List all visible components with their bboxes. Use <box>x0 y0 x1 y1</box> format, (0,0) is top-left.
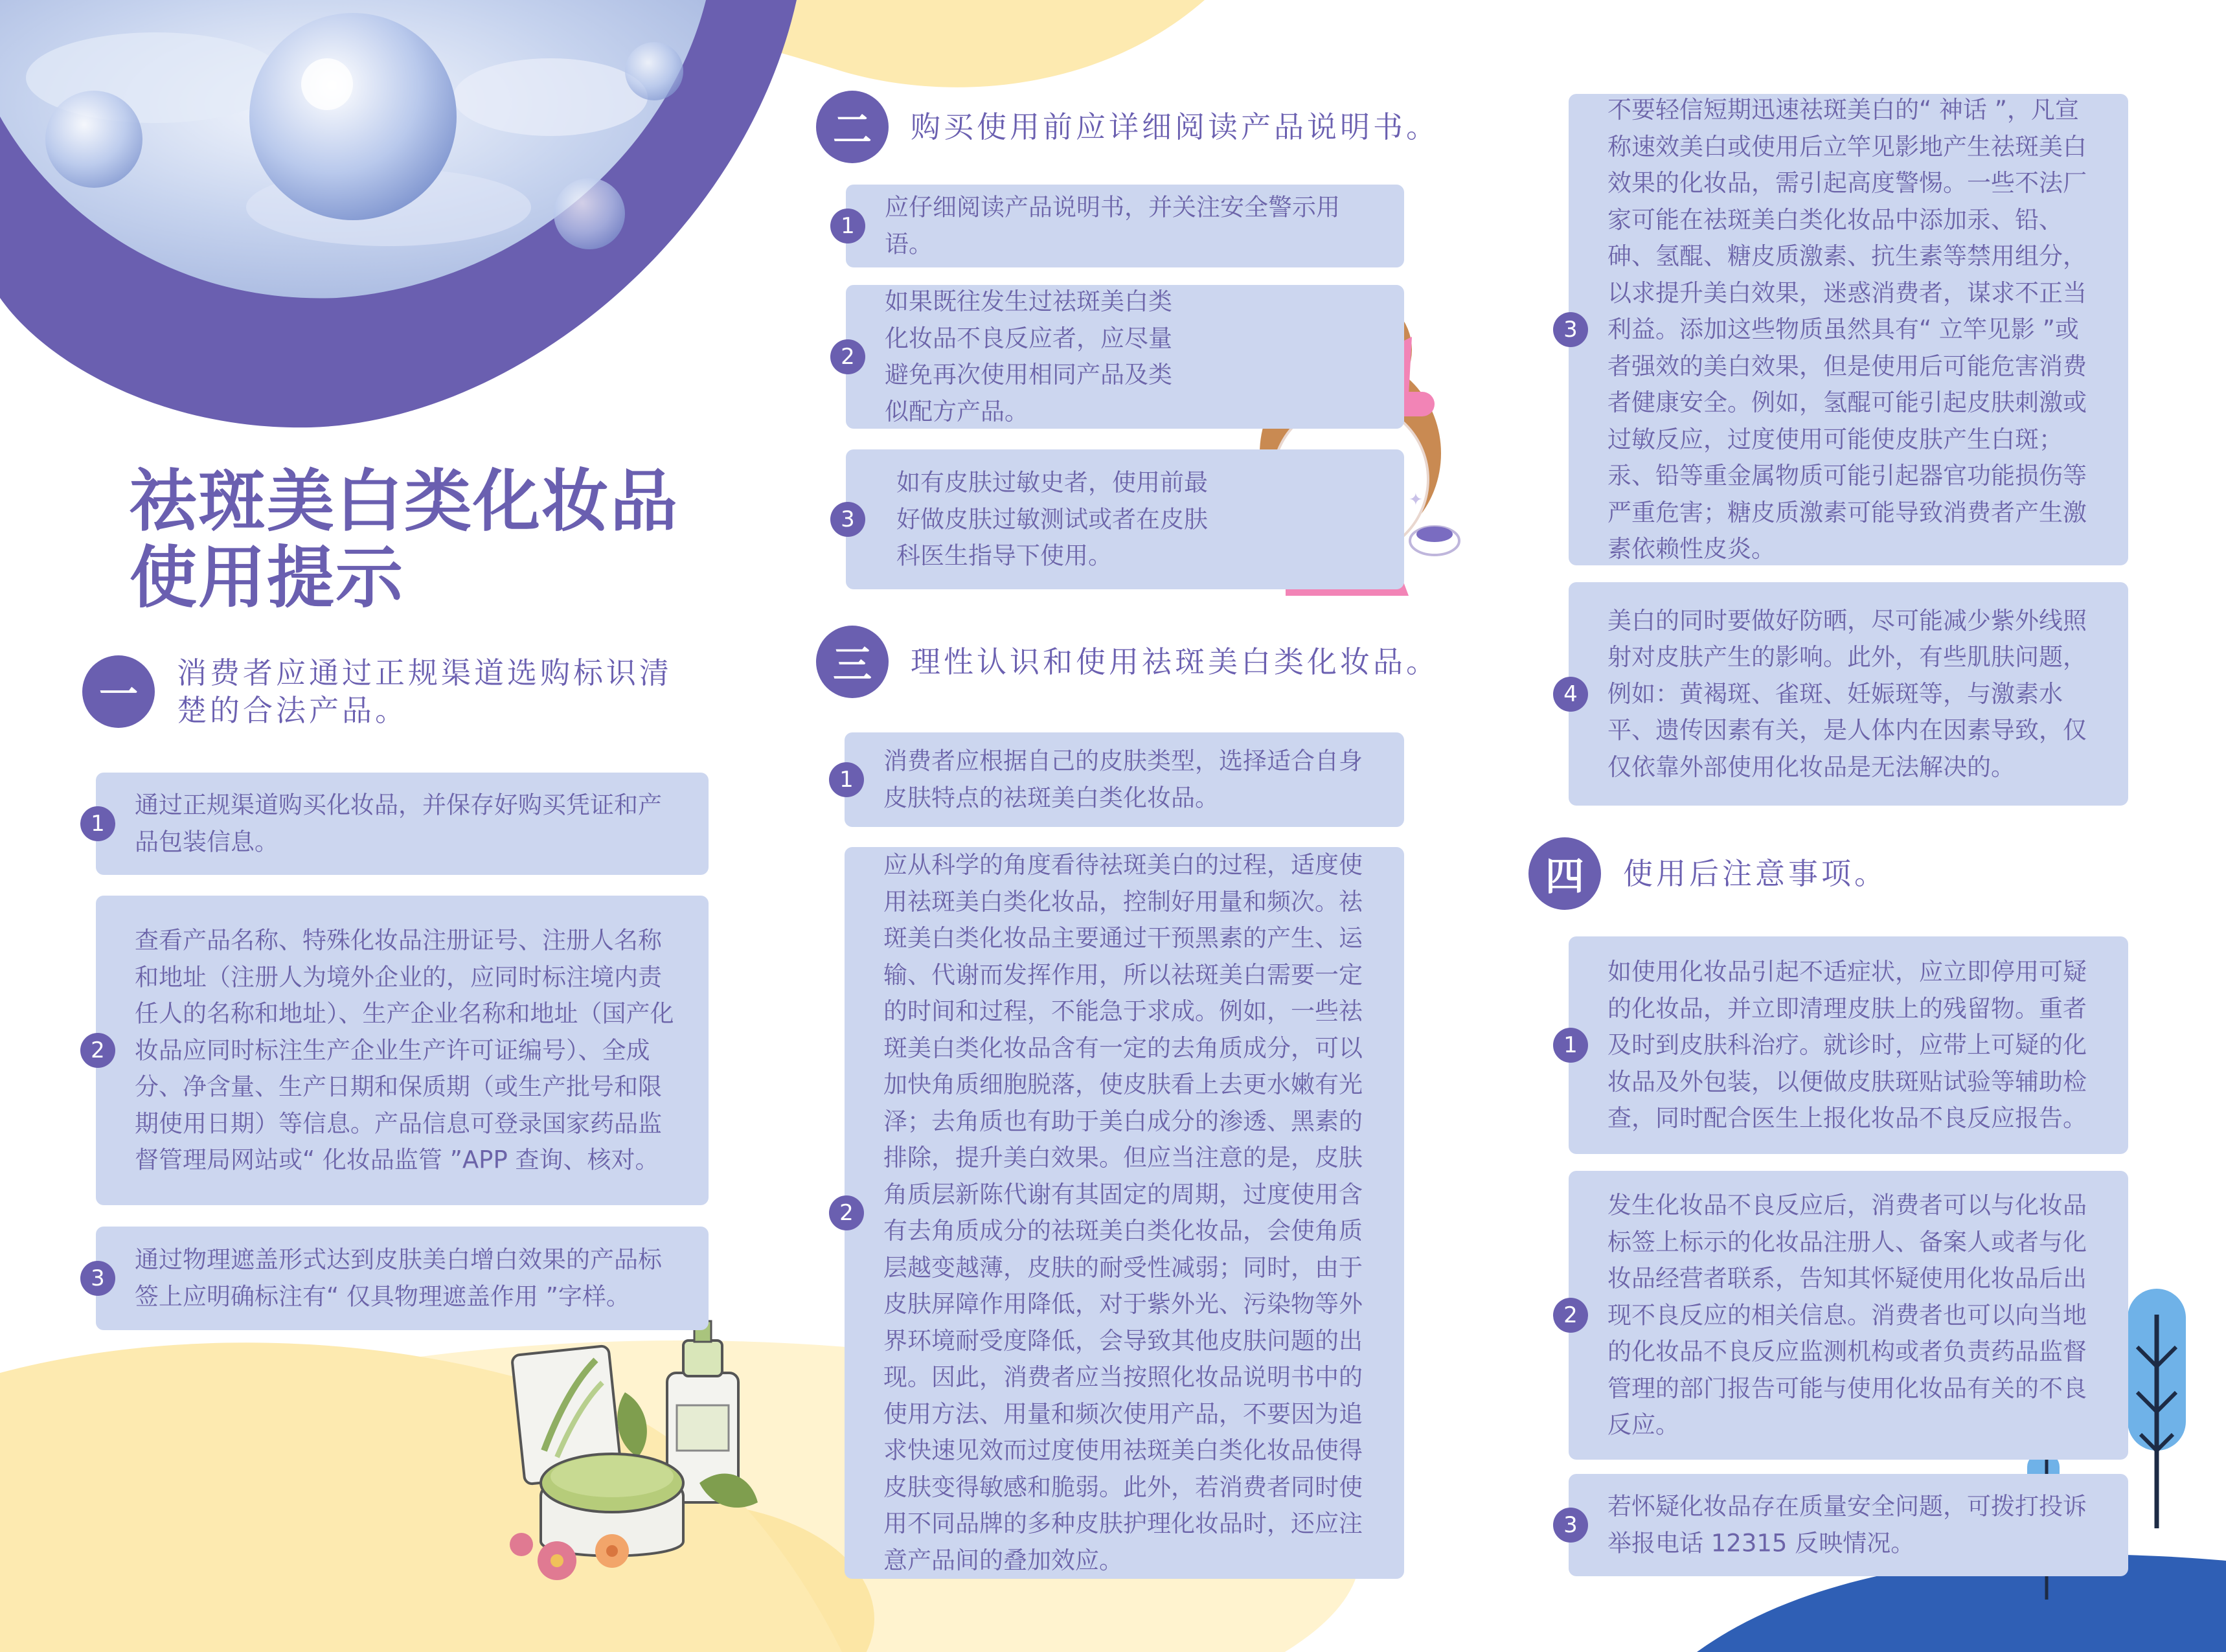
item-number-badge: 4 <box>1553 677 1588 712</box>
section-4-number: 四 <box>1528 837 1601 910</box>
item-text: 通过正规渠道购买化妆品，并保存好购买凭证和产品包装信息。 <box>135 791 662 855</box>
title-line-1: 祛斑美白类化妆品 <box>130 462 679 541</box>
item-text: 不要轻信短期迅速祛斑美白的“ 神话 ”，凡宣称速效美白或使用后立竿见影地产生祛斑美白效果的化妆品，需引起高度警惕。一些不法厂家可能在祛斑美白类化妆品中添加汞、铅、砷、氢醌、糖皮质激素、抗生素等禁用组分，以求提升美白效果，迷惑消费者，谋求不正当利益。添加这些物质虽然具有“ 立竿见影 ”或者强效的美白效果，但是使用后可能危害消费者健康安全。例如，氢醌可能引起皮肤刺激或过敏反应，过度使用可能使皮肤产生白斑；汞、铅等重金属物质可能引起器官功能损伤等严重危害；糖皮质激素可能导致消费者产生激素依赖性皮炎。 <box>1607 95 2087 563</box>
item-text: 如使用化妆品引起不适症状，应立即停用可疑的化妆品，并立即清理皮肤上的残留物。重者及时到皮肤科治疗。就诊时，应带上可疑的化妆品及外包装，以便做皮肤斑贴试验等辅助检查，同时配合医生上报化妆品不良反应报告。 <box>1607 957 2087 1132</box>
item-number-badge: 2 <box>830 339 865 374</box>
item-number-badge: 2 <box>80 1033 115 1068</box>
section-3-number: 三 <box>816 626 889 698</box>
item-text: 如果既往发生过祛斑美白类化妆品不良反应者，应尽量避免再次使用相同产品及类似配方产品。 <box>885 288 1172 425</box>
item-number-badge: 1 <box>830 209 865 243</box>
item-text: 查看产品名称、特殊化妆品注册证号、注册人名称和地址（注册人为境外企业的，应同时标注境内责任人的名称和地址）、生产企业名称和地址（国产化妆品应同时标注生产企业生产许可证编号）、全成分、净含量、生产日期和保质期（或生产批号和限期使用日期）等信息。产品信息可登录国家药品监督管理局网站或“ 化妆品监管 ”APP 查询、核对。 <box>135 926 674 1174</box>
section-4-item-2 <box>1563 1171 2128 1460</box>
title-line-2: 使用提示 <box>130 538 405 617</box>
section-2-item-1 <box>841 185 1404 267</box>
section-4-item-1 <box>1563 936 2128 1154</box>
item-number-badge: 2 <box>829 1195 864 1230</box>
item-text: 美白的同时要做好防晒，尽可能减少紫外线照射对皮肤产生的影响。此外，有些肌肤问题，例如：黄褐斑、雀斑、妊娠斑等，与激素水平、遗传因素有关，是人体内在因素导致，仅仅依靠外部使用化妆品是无法解决的。 <box>1607 606 2087 781</box>
section-3-heading <box>816 626 1439 698</box>
section-1-item-2 <box>91 896 709 1205</box>
section-2-item-2 <box>841 285 1404 429</box>
item-text: 应从科学的角度看待祛斑美白的过程，适度使用祛斑美白类化妆品，控制好用量和频次。祛斑美白类化妆品主要通过干预黑素的产生、运输、代谢而发挥作用，所以祛斑美白需要一定的时间和过程，不能急于求成。例如，一些祛斑美白类化妆品含有一定的去角质成分，可以加快角质细胞脱落，使皮肤看上去更水嫩有光泽；去角质也有助于美白成分的渗透、黑素的排除，提升美白效果。但应当注意的是，皮肤角质层新陈代谢有其固定的周期，过度使用含有去角质成分的祛斑美白类化妆品，会使角质层越变越薄，皮肤的耐受性减弱；同时，由于皮肤屏障作用降低，对于紫外光、污染物等外界环境耐受度降低，会导致其他皮肤问题的出现。因此，消费者应当按照化妆品说明书中的使用方法、用量和频次使用产品，不要因为追求快速见效而过度使用祛斑美白类化妆品使得皮肤变得敏感和脆弱。此外，若消费者同时使用不同品牌的多种皮肤护理化妆品时，还应注意产品间的叠加效应。 <box>883 851 1363 1574</box>
item-number-badge: 3 <box>1553 1508 1588 1543</box>
section-1-title <box>177 654 672 729</box>
section-3-item-3 <box>1563 94 2128 565</box>
item-text: 消费者应根据自己的皮肤类型，选择适合自身皮肤特点的祛斑美白类化妆品。 <box>883 747 1363 811</box>
section-1-heading <box>82 654 672 729</box>
section-4-title: 使用后注意事项。 <box>1623 856 1887 891</box>
section-1-item-3 <box>91 1227 709 1330</box>
section-4-heading <box>1528 837 1887 910</box>
item-text: 通过物理遮盖形式达到皮肤美白增白效果的产品标签上应明确标注有“ 仅具物理遮盖作用 ”字样。 <box>135 1245 662 1310</box>
section-3-item-4 <box>1563 582 2128 806</box>
section-2-number: 二 <box>816 91 889 163</box>
svg-text:✦: ✦ <box>1409 490 1423 510</box>
section-1-title-line-2: 楚的合法产品。 <box>177 693 408 728</box>
item-number-badge: 3 <box>1553 312 1588 347</box>
item-number-badge: 3 <box>830 502 865 537</box>
item-number-badge: 1 <box>1553 1028 1588 1063</box>
section-4-item-3 <box>1563 1474 2128 1576</box>
item-number-badge: 1 <box>80 806 115 841</box>
item-text: 如有皮肤过敏史者，使用前最好做皮肤过敏测试或者在皮肤科医生指导下使用。 <box>896 468 1208 570</box>
section-2-heading <box>816 91 1439 163</box>
section-3-item-1 <box>839 732 1404 827</box>
item-text: 发生化妆品不良反应后，消费者可以与化妆品标签上标示的化妆品注册人、备案人或者与化妆品经营者联系，告知其怀疑使用化妆品后出现不良反应的相关信息。消费者也可以向当地的化妆品不良反应监测机构或者负责药品监督管理的部门报告可能与使用化妆品有关的不良反应。 <box>1607 1191 2087 1439</box>
item-text: 若怀疑化妆品存在质量安全问题，可拨打投诉举报电话 12315 反映情况。 <box>1607 1492 2087 1557</box>
item-number-badge: 2 <box>1553 1298 1588 1333</box>
section-1-number: 一 <box>82 655 155 728</box>
section-3-item-2 <box>839 847 1404 1579</box>
section-2-item-3 <box>841 449 1404 589</box>
item-number-badge: 3 <box>80 1261 115 1296</box>
item-number-badge: 1 <box>829 762 864 797</box>
section-3-title: 理性认识和使用祛斑美白类化妆品。 <box>911 644 1439 679</box>
section-1-item-1 <box>91 773 709 875</box>
section-2-title: 购买使用前应详细阅读产品说明书。 <box>911 109 1439 144</box>
section-1-title-line-1: 消费者应通过正规渠道选购标识清 <box>177 655 672 690</box>
item-text: 应仔细阅读产品说明书，并关注安全警示用语。 <box>885 193 1340 258</box>
page-title <box>130 463 679 616</box>
